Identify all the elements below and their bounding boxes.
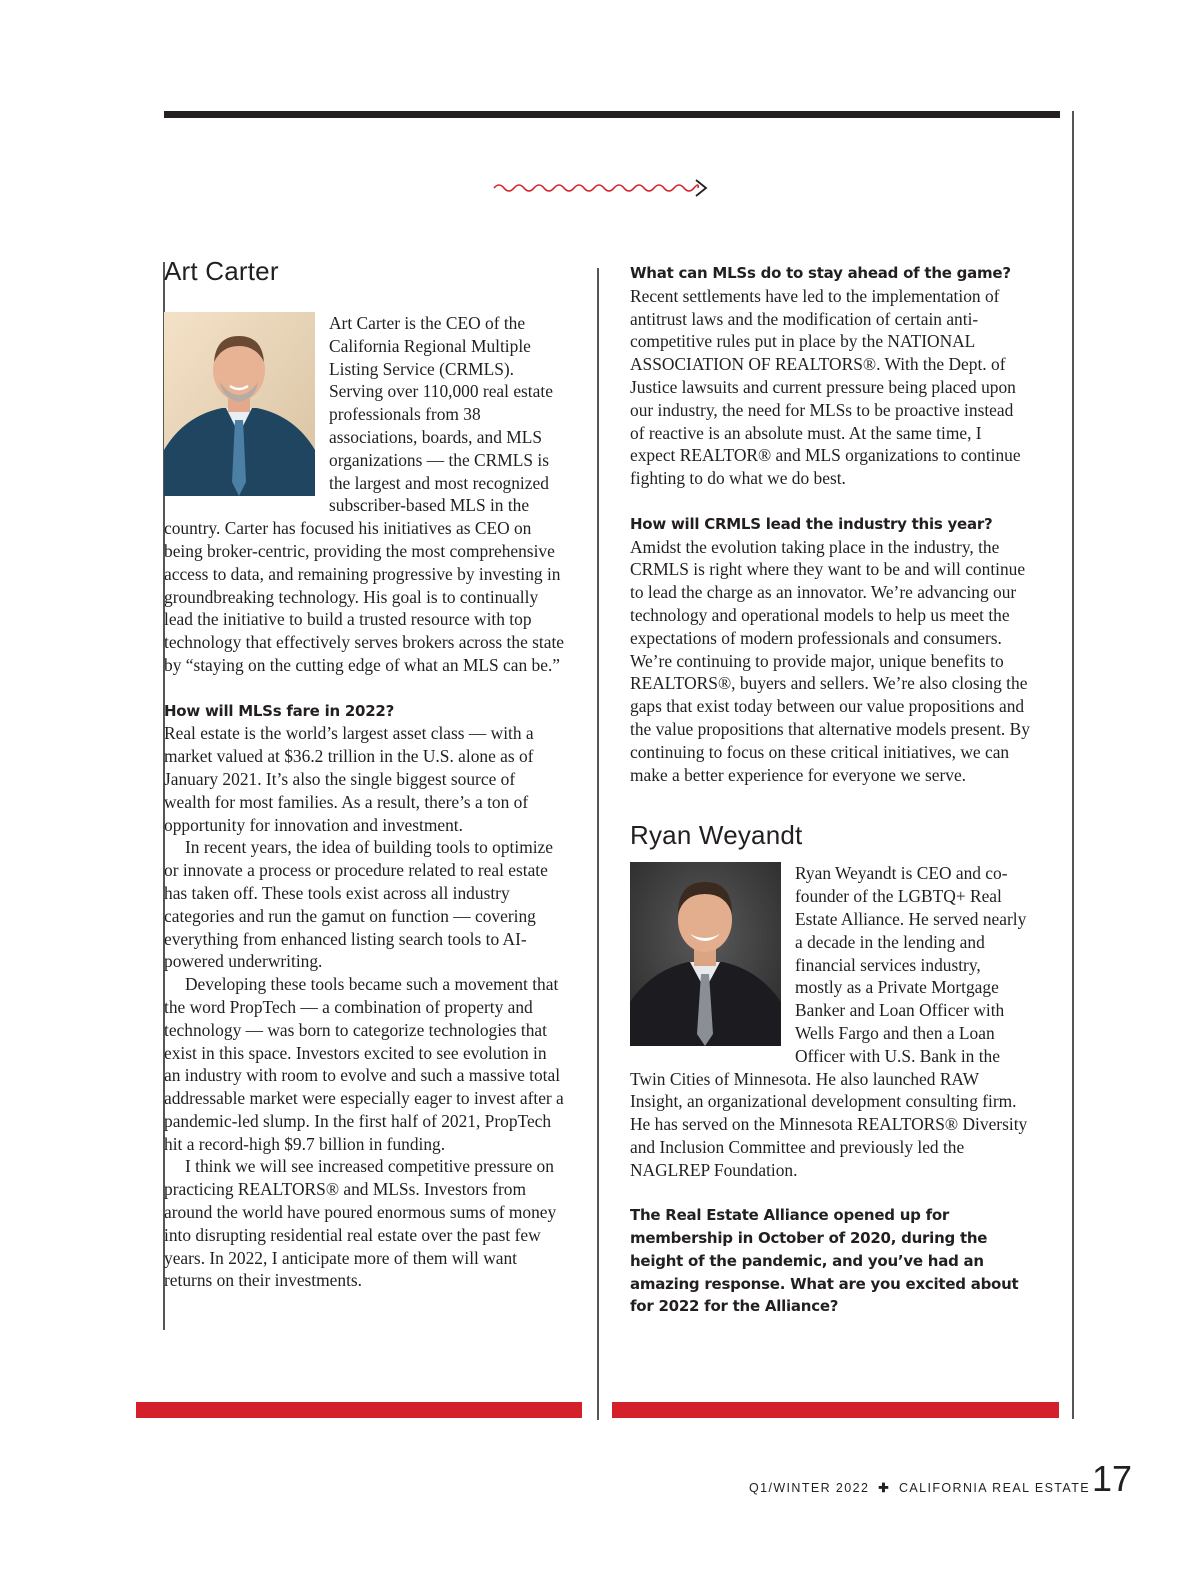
- left-column: [164, 256, 564, 1292]
- top-rule: [164, 111, 1060, 118]
- center-column-rule: [597, 268, 599, 1420]
- right-column-rule: [1072, 111, 1074, 1419]
- squiggle-arrow-icon: [490, 176, 712, 200]
- footer-running-head: [749, 1480, 1090, 1495]
- answer-mls-2022-p2: In recent years, the idea of building tools to optimize or innovate a process or procedure related to real estate has taken off. These tools exist across all industry categories and run the gamut on function — covering everything from enhanced listing search tools to AI-powered underwriting.: [164, 837, 553, 972]
- question-crmls-lead: How will CRMLS lead the industry this year?: [630, 514, 993, 533]
- page-number: 17: [1092, 1458, 1133, 1499]
- profile-name-art-carter: Art Carter: [164, 256, 279, 286]
- art-carter-portrait: [164, 312, 315, 496]
- art-carter-bio: Art Carter is the CEO of the California Regional Multiple Listing Service (CRMLS). Serving over 110,000 real estate professionals from 38 associations, boards, and MLS organizations — the CRMLS is the largest and most recognized subscriber-based MLS in the country. Carter has focused his initiatives as CEO on being broker-centric, providing the most comprehensive access to data, and remaining progressive by investing in groundbreaking technology. His goal is to continually lead the initiative to build a trusted resource with top technology that effectively serves brokers across the state by “staying on the cutting edge of what an MLS can be.”: [164, 313, 565, 675]
- footer-publication: CALIFORNIA REAL ESTATE: [898, 1481, 1090, 1495]
- answer-mls-2022-p4: I think we will see increased competitive pressure on practicing REALTORS® and MLSs. Investors from around the world have poured enormous sums of money into disrupting residential real estate over the past few years. In 2022, I anticipate more of them will want returns on their investments.: [164, 1156, 557, 1291]
- ryan-weyandt-portrait: [630, 862, 781, 1046]
- answer-mls-2022-p3: Developing these tools became such a movement that the word PropTech — a combination of property and technology — was born to categorize technologies that exist in this space. Investors excited to see evolution in an industry with room to evolve and such a massive total addressable market were especially eager to invest after a pandemic-led slump. In the first half of 2021, PropTech hit a record-high $9.7 billion in funding.: [164, 974, 564, 1154]
- ryan-weyandt-bio: Ryan Weyandt is CEO and co-founder of the LGBTQ+ Real Estate Alliance. He served nearly a decade in the lending and financial services industry, mostly as a Private Mortgage Banker and Loan Officer with Wells Fargo and then a Loan Officer with U.S. Bank in the Twin Cities of Minnesota. He also launched RAW Insight, an organizational development consulting firm. He has served on the Minnesota REALTORS® Diversity and Inclusion Committee and previously led the NAGLREP Foundation.: [630, 863, 1028, 1180]
- answer-stay-ahead: Recent settlements have led to the implementation of antitrust laws and the modification of certain anti-competitive rules put in place by the NATIONAL ASSOCIATION OF REALTORS®. With the Dept. of Justice lawsuits and current pressure being placed upon our industry, the need for MLSs to be proactive instead of reactive is an absolute must. At the same time, I expect REALTOR® and MLS organizations to continue fighting to do what we do best.: [630, 285, 1021, 489]
- footer-issue: Q1/WINTER 2022: [749, 1481, 870, 1495]
- profile-name-ryan-weyandt: Ryan Weyandt: [630, 820, 803, 851]
- right-red-bar: [612, 1402, 1059, 1418]
- right-column: [630, 262, 1030, 1318]
- answer-crmls-lead: Amidst the evolution taking place in the industry, the CRMLS is right where they want to be and will continue to lead the charge as an innovator. We’re advancing our technology and operational models to help us meet the expectations of modern professionals and consumers. We’re continuing to provide major, unique benefits to REALTORS®, buyers and sellers. We’re also closing the gaps that exist today between our value propositions and the value propositions that alternative models present. By continuing to focus on these critical initiatives, we can make a better experience for everyone we serve.: [630, 536, 1030, 785]
- footer-separator: ✚: [878, 1481, 891, 1495]
- question-mls-2022: How will MLSs fare in 2022?: [164, 701, 395, 720]
- question-stay-ahead: What can MLSs do to stay ahead of the game?: [630, 264, 1011, 282]
- question-alliance-2022: The Real Estate Alliance opened up for membership in October of 2020, during the height of the pandemic, and you’ve had an amazing response. What are you excited about for 2022 for the Alliance?: [630, 1206, 1019, 1316]
- left-red-bar: [136, 1402, 582, 1418]
- answer-mls-2022-p1: Real estate is the world’s largest asset class — with a market valued at $36.2 trillion in the U.S. alone as of January 2021. It’s also the single biggest source of wealth for most families. As a result, there’s a ton of opportunity for innovation and investment.: [164, 723, 534, 835]
